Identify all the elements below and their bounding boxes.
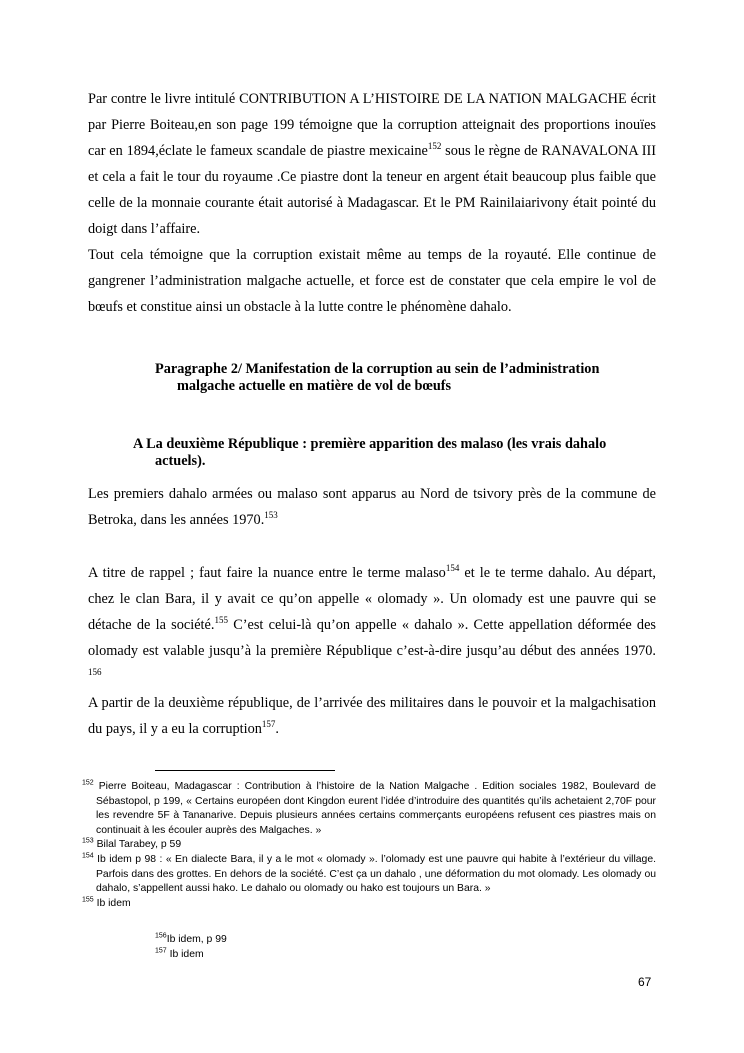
footnote-153: $^{153}$ Bilal Tarabey, p 59 xyxy=(82,837,182,851)
footnote-ref-153[interactable]: 153 xyxy=(264,510,278,521)
footnote-separator xyxy=(155,770,335,771)
footnote-157: $^{157}$ Ib idem xyxy=(155,947,204,960)
paragraph-royaute: Tout cela témoigne que la corruption existait même au temps de la royauté. Elle continue de gangrener l’administration malgache actuelle, et force est de constater que cela empire le vol de bœufs et constitue ainsi un obstacle à la lutte contre le phénomène dahalo. xyxy=(88,247,656,315)
heading-section-a: A La deuxième République : première apparition des malaso (les vrais dahalo actuels). xyxy=(133,436,607,469)
footnote-ref-152[interactable]: 152 xyxy=(427,141,442,152)
footnote-152: $^{152}$ Pierre Boiteau, Madagascar : Contribution à l’histoire de la Nation Malgache . Edition sociales 1982, Boulevard de Sébastopol, p 199, « Certains européen dont Kingdon eurent l’idée d’introduire des quantités qu’ils achetaient 2,70F pour les revendre 5F à Tananarive. Depuis plusieurs années certains commerçants européens refusent ces piastres mais on continuait à les écouler auprès des Malgaches. » xyxy=(82,779,656,836)
paragraph-deuxieme-republique: A partir de la deuxième république, de l’arrivée des militaires dans le pouvoir et la malgachisation du pays, il y a eu la corruption$^{157}$. xyxy=(88,695,656,737)
page-number: 67 xyxy=(638,975,652,989)
footnote-ref-155[interactable]: 155 xyxy=(214,615,228,626)
footnote-ref-156[interactable]: 156 xyxy=(88,667,102,678)
footnotes xyxy=(82,780,656,911)
footnote-ref-154[interactable]: 154 xyxy=(445,563,460,574)
heading-paragraphe-2: Paragraphe 2/ Manifestation de la corruption au sein de l’administration malgache actuelle en matière de vol de bœufs xyxy=(155,361,600,394)
paragraph-corruption-history: Par contre le livre intitulé CONTRIBUTION A L’HISTOIRE DE LA NATION MALGACHE écrit par Pierre Boiteau,en son page 199 témoigne que la corruption atteignait des proportions inouïes car en 1894,éclate le fameux scandale de piastre mexicaine$^{152}$ sous le règne de RANAVALONA III et cela a fait le tour du royaume .Ce piastre dont la teneur en argent était beaucoup plus faible que celle de la monnaie courante était autorisé à Madagascar. Et le PM Rainilaiarivony était pointé du doigt dans l’affaire. Tout cela témoigne que la corruption existait même au temps de la royauté. Elle continue de gangrener l’administration malgache actuelle, et force est de constater que cela empire le vol de bœufs et constitue ainsi un obstacle à la lutte contre le phénomène dahalo. xyxy=(88,86,656,320)
footnote-155: $^{155}$ Ib idem xyxy=(82,896,131,909)
footnote-ref-157[interactable]: 157 xyxy=(261,719,276,730)
footnote-154: $^{154}$ Ib idem p 98 : « En dialecte Bara, il y a le mot « olomady ». l’olomady est une pauvre qui habite à l’extérieur du village. Parfois dans des grottes. En dehors de la société. C’est ça un dahalo , une déformation du mot olomady. Les olomady ou dahalo, s’appellent aussi hako. Le dahalo ou olomady ou hako est toujours un Bara. » xyxy=(82,852,656,895)
paragraph-malaso-dahalo: A titre de rappel ; faut faire la nuance entre le terme malaso$^{154}$ et le te terme dahalo. Au départ, chez le clan Bara, il y avait ce qu’on appelle « olomady ». Un olomady est une pauvre qui se détache de la société.$^{155}$ C’est celui-là qu’on appelle « dahalo ». Cette appellation déformée des olomady est valable jusqu’à la première République c’est-à-dire jusqu’au début des années 1970. $^{156}$ A partir de la deuxième république, de l’arrivée des militaires dans le pouvoir et la malgachisation du pays, il y a eu la corruption$^{157}$. xyxy=(88,560,656,742)
paragraph-premiers-dahalo: Les premiers dahalo armées ou malaso sont apparus au Nord de tsivory près de la commune de Betroka, dans les années 1970.$^{153}$ xyxy=(88,486,656,528)
footnote-156: $^{156}$Ib idem, p 99 xyxy=(155,932,227,945)
